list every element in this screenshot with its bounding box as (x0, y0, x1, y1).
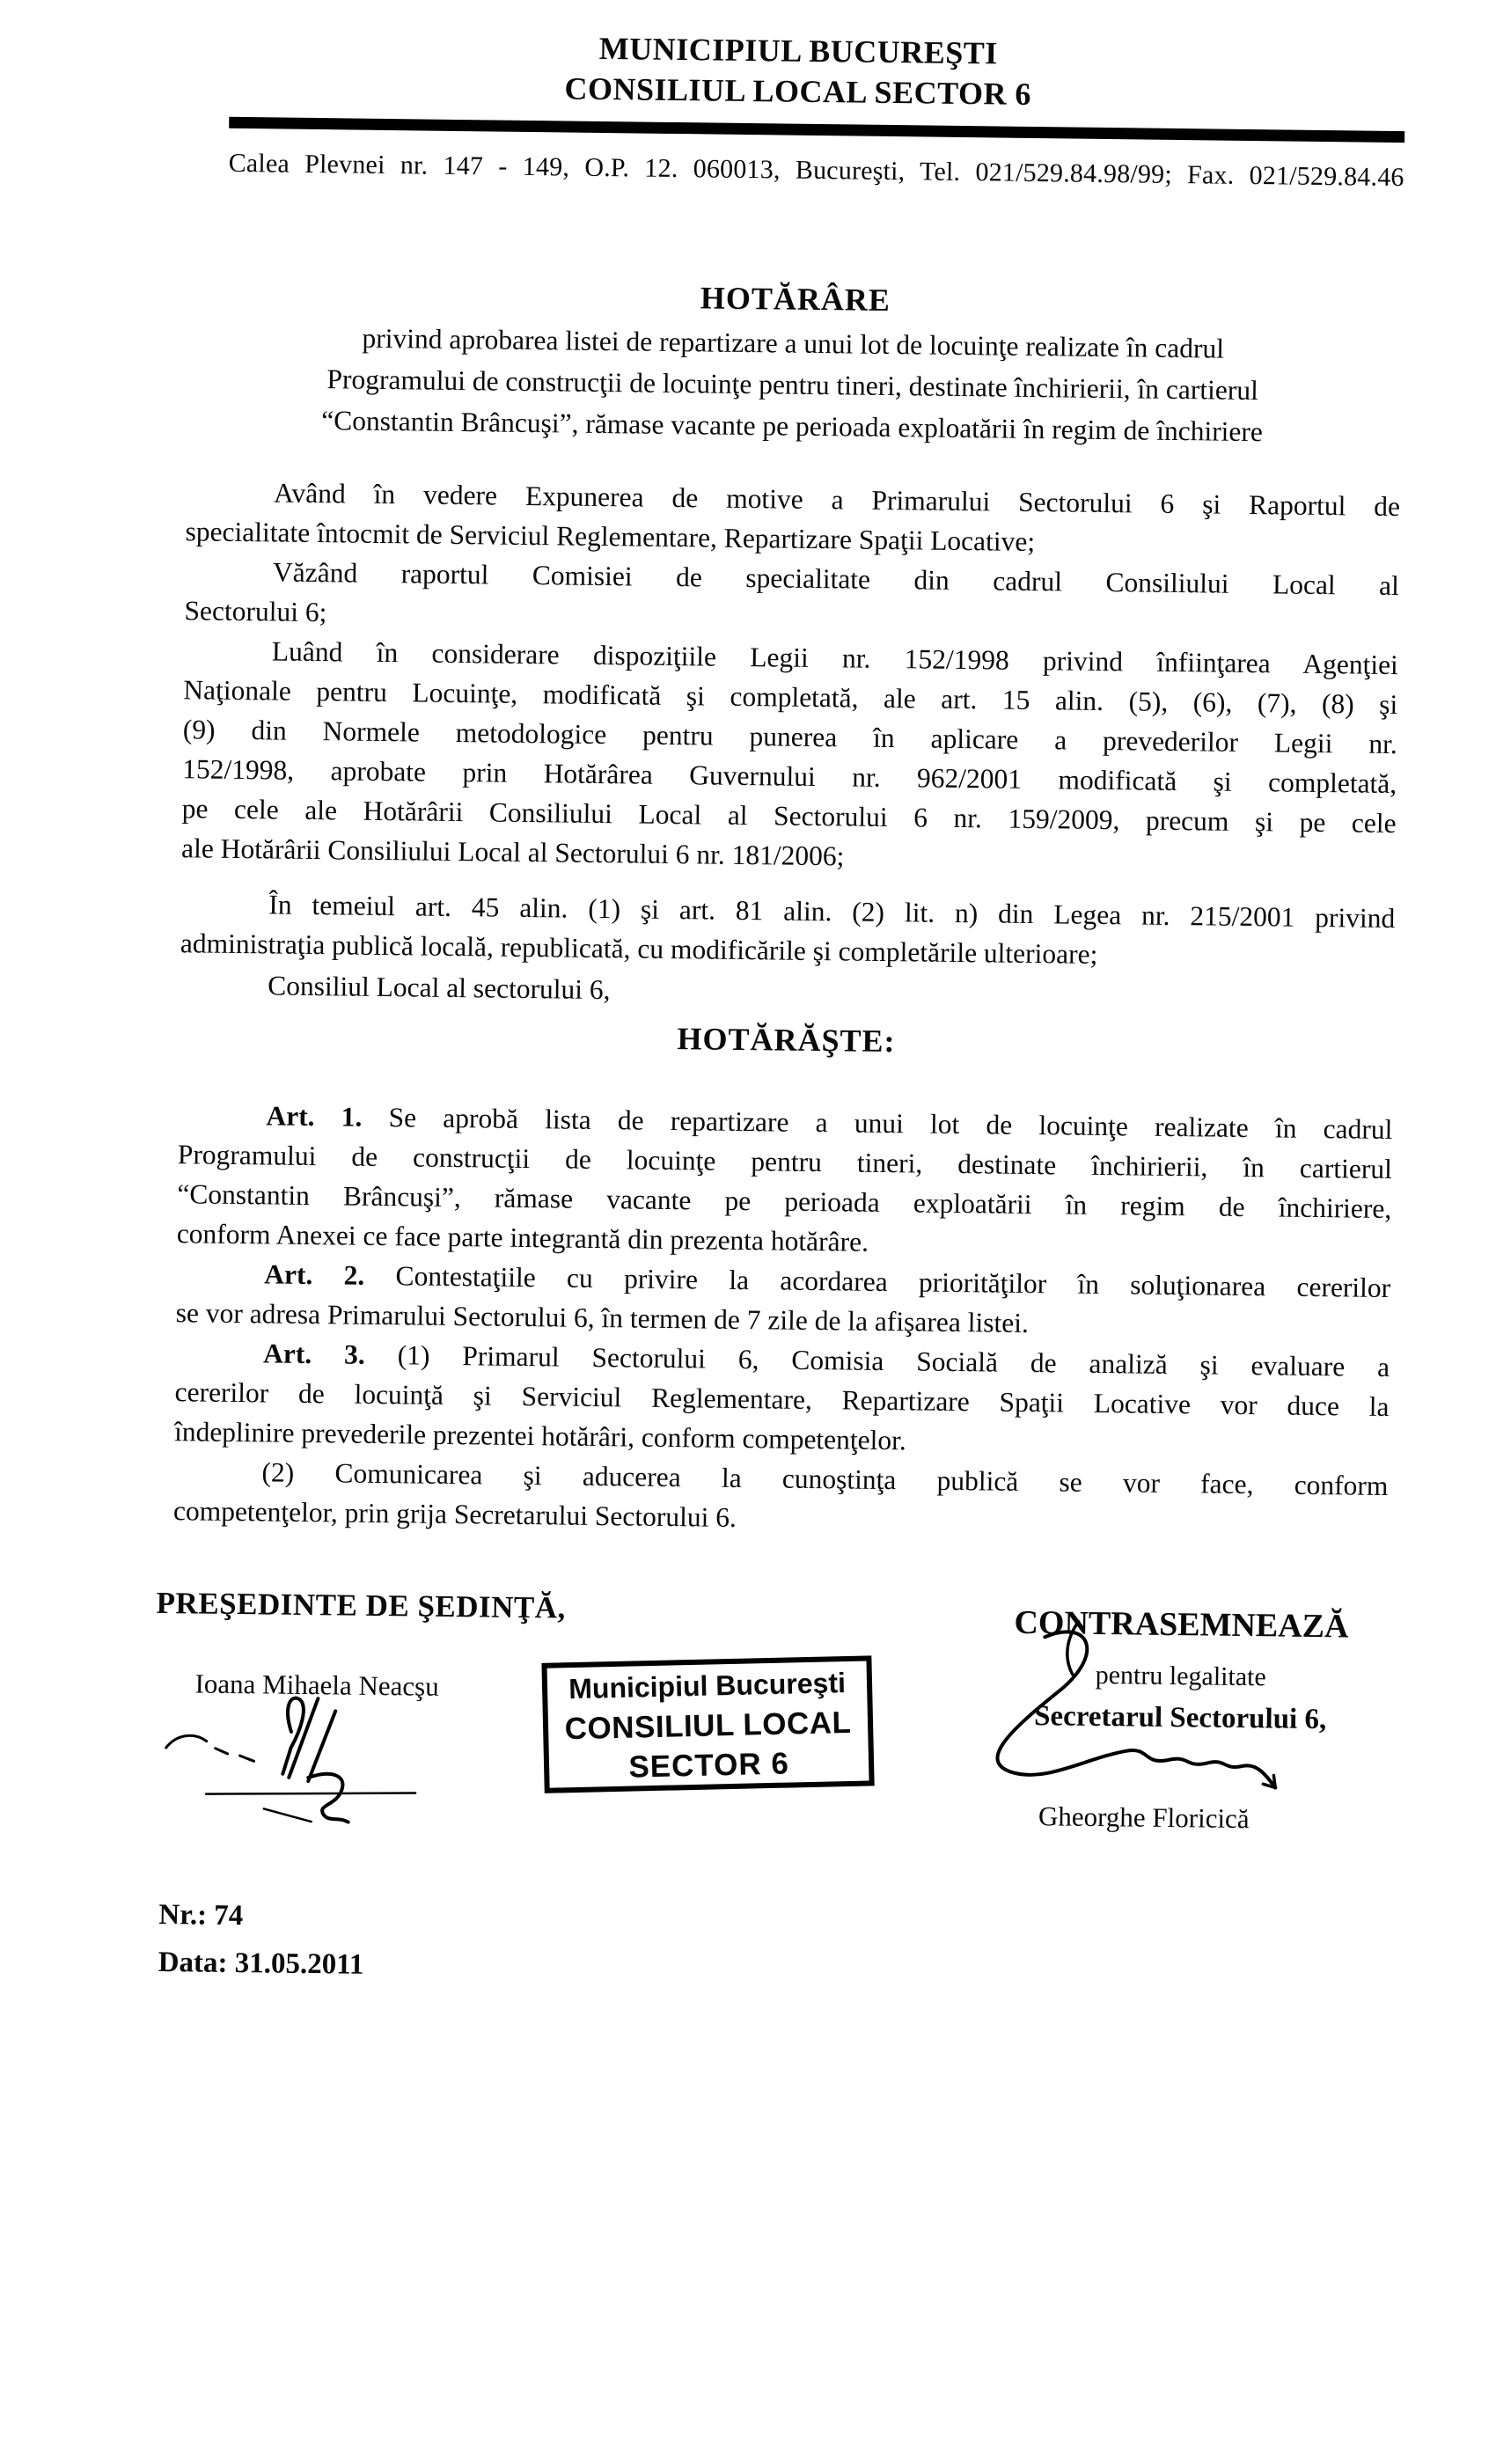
paragraph-line: conform Anexei ce face parte integrantă din prezenta hotărâre. (176, 1218, 869, 1258)
paragraph-in-temeiul (180, 884, 1396, 978)
paragraph-line: cererilor de locuinţă şi Serviciul Reglementare, Repartizare Spaţii Locative vor duce la (174, 1376, 1390, 1423)
subtitle-line: “Constantin Brâncuşi”, rămase vacante pe perioada exploatării în regim de închiriere (321, 405, 1264, 448)
paragraph-line: pe cele ale Hotărârii Consiliului Local al Sectorului 6 nr. 159/2009, precum şi pe cele (181, 793, 1397, 840)
municipality-name: MUNICIPIUL BUCUREŞTI (598, 30, 999, 71)
council-stamp (541, 1655, 874, 1793)
document-subtitle (178, 315, 1408, 454)
decision-heading: HOTĂRĂŞTE: (677, 1021, 896, 1060)
paragraph-line: îndeplinire prevederile prezentei hotărâri, conform competenţelor. (173, 1416, 906, 1456)
paragraph-line: 152/1998, aprobate prin Hotărârea Guvernului nr. 962/2001 modificată şi completată, (182, 753, 1397, 800)
stamp-line: SECTOR 6 (627, 1746, 790, 1785)
decision-number: Nr.: 74 (158, 1898, 244, 1932)
subtitle-line: privind aprobarea listei de repartizare a unui lot de locuinţe realizate în cadrul (362, 322, 1225, 364)
document-title: HOTĂRÂRE (700, 280, 891, 319)
article-3-alin-2 (173, 1451, 1389, 1545)
secretary-signature (971, 1615, 1308, 1830)
paragraph-line: competenţelor, prin grija Secretarului Sectorului 6. (172, 1495, 737, 1533)
stamp-line: CONSILIUL LOCAL (564, 1705, 852, 1747)
decision-date: Data: 31.05.2011 (158, 1946, 364, 1981)
paragraph-luand (181, 630, 1398, 883)
paragraph-line: Văzând raportul Comisiei de specialitate din cadrul Consiliului Local al (272, 556, 1400, 602)
article-text: Se aprobă lista de repartizare a unui lot de locuinţe realizate în cadrul (362, 1101, 1393, 1146)
subtitle-line: Programului de construcţii de locuinţe pentru tineri, destinate închirierii, în cartierul (326, 363, 1259, 407)
article-1 (177, 1095, 1393, 1268)
article-text: Contestaţiile cu privire la acordarea priorităţilor în soluţionarea cererilor (364, 1259, 1391, 1304)
letterhead-rule (229, 117, 1404, 143)
president-name: Ioana Mihaela Neacşu (194, 1668, 439, 1702)
paragraph-line: (9) din Normele metodologice pentru punerea în aplicare a prevederilor Legii nr. (182, 714, 1397, 760)
countersign-title: CONTRASEMNEAZĂ (1014, 1603, 1349, 1646)
council-name: CONSILIUL LOCAL SECTOR 6 (564, 70, 1032, 112)
paragraph-line: Programului de construcţii de locuinţe pentru tineri, destinate închirierii, în cartierul (177, 1139, 1393, 1185)
letterhead (191, 23, 1406, 119)
secretary-role: Secretarul Sectorului 6, (1033, 1700, 1327, 1736)
paragraph-line: În temeiul art. 45 alin. (1) şi art. 81 alin. (2) lit. n) din Legea nr. 215/2001 privind (268, 889, 1396, 935)
paragraph-vazand (184, 551, 1399, 645)
paragraph-line: Consiliul Local al sectorului 6, (268, 970, 611, 1006)
article-text: (1) Primarul Sectorului 6, Comisia Socială de analiză şi evaluare a (364, 1338, 1390, 1383)
paragraph-line: administraţia publică locală, republicată, cu modificările şi completările ulterioare; (180, 928, 1098, 970)
stamp-line: Municipiul Bucureşti (568, 1667, 847, 1705)
paragraph-line: Sectorului 6; (184, 595, 327, 628)
article-3 (174, 1332, 1390, 1466)
paragraph-line: Având în vedere Expunerea de motive a Primarului Sectorului 6 şi Raportul de (273, 477, 1401, 523)
countersign-note: pentru legalitate (1095, 1660, 1266, 1692)
paragraph-line: specialitate întocmit de Serviciul Reglementare, Repartizare Spaţii Locative; (185, 516, 1036, 558)
paragraph-line: ale Hotărârii Consiliului Local al Sectorului 6 nr. 181/2006; (180, 832, 845, 872)
article-number: Art. 2. (264, 1258, 365, 1291)
paragraph-line: Luând în considerare dispoziţiile Legii nr. 152/1998 privind înfiinţarea Agenţiei (271, 635, 1399, 681)
paragraph-line: se vor adresa Primarului Sectorului 6, în termen de 7 zile de la afişarea listei. (175, 1297, 1030, 1339)
article-2 (175, 1253, 1390, 1347)
paragraph-line: Naţionale pentru Locuinţe, modificată şi completată, ale art. 15 alin. (5), (6), (7), (8) şi (183, 674, 1398, 721)
paragraph-line: “Constantin Brâncuşi”, rămase vacante pe perioada exploatării în regim de închiriere, (177, 1178, 1392, 1225)
address-line: Calea Plevnei nr. 147 - 149, O.P. 12. 060013, Bucureşti, Tel. 021/529.84.98/99; Fax. 021/529.84.46 (228, 148, 1404, 193)
article-number: Art. 1. (266, 1100, 363, 1133)
secretary-name: Gheorghe Floricică (1038, 1800, 1250, 1835)
president-signature (158, 1690, 477, 1825)
article-number: Art. 3. (262, 1338, 366, 1370)
president-title: PREŞEDINTE DE ŞEDINŢĂ, (156, 1585, 567, 1625)
paragraph-avand (185, 472, 1400, 566)
paragraph-line: (2) Comunicarea şi aducerea la cunoştinţa publică se vor face, conform (261, 1456, 1389, 1502)
